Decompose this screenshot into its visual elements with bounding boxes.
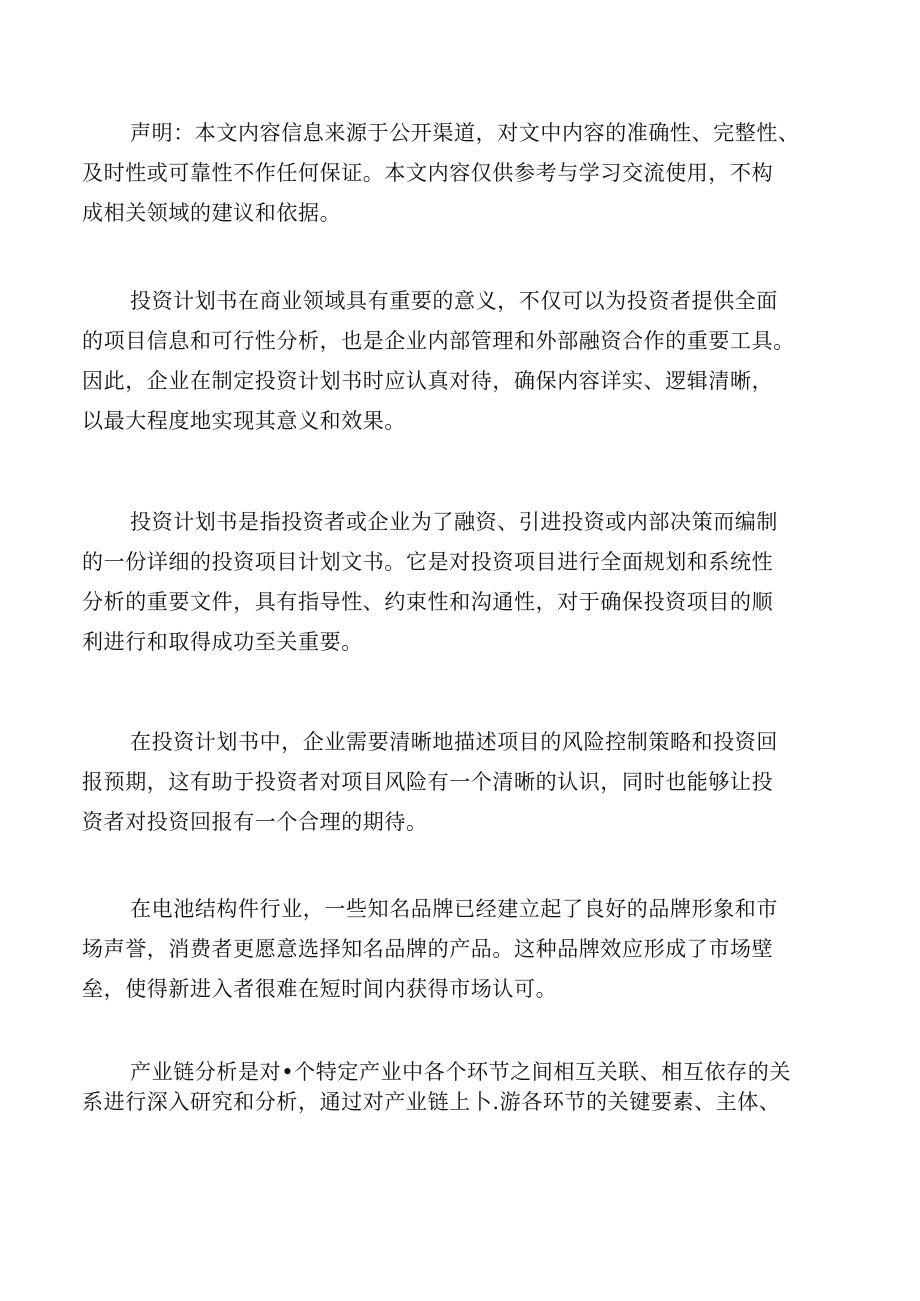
body-paragraph xyxy=(82,281,842,441)
text-line: 在电池结构件行业，一些知名品牌已经建立起了良好的品牌形象和市 xyxy=(130,897,778,921)
text-line: 垒，使得新进入者很难在短时间内获得市场认可。 xyxy=(82,977,558,1001)
text-line: 在投资计划书中，企业需要清晰地描述项目的风险控制策略和投资回 xyxy=(130,730,778,754)
text-line: 投资计划书是指投资者或企业为了融资、引进投资或内部决策而编制 xyxy=(130,510,778,534)
body-paragraph xyxy=(82,1057,842,1117)
text-line: 分析的重要文件，具有指导性、约束性和沟通性，对于确保投资项目的顺 xyxy=(82,590,774,614)
text-line: 资者对投资回报有一个合理的期待。 xyxy=(82,810,428,834)
body-paragraph xyxy=(82,722,842,842)
text-line: 以最大程度地实现其意义和效果。 xyxy=(82,409,406,433)
text-line: 及时性或可靠性不作任何保证。本文内容仅供参考与学习交流使用，不构 xyxy=(82,161,774,185)
text-line: 的项目信息和可行性分析，也是企业内部管理和外部融资合作的重要工具。 xyxy=(82,329,795,353)
text-line: 报预期，这有助于投资者对项目风险有一个清晰的认识，同时也能够让投 xyxy=(82,770,774,794)
text-line: 因此，企业在制定投资计划书时应认真对待，确保内容详实、逻辑清晰， xyxy=(82,369,774,393)
text-line: 场声誉，消费者更愿意选择知名品牌的产品。这种品牌效应形成了市场壁 xyxy=(82,937,774,961)
text-line: 系进行深入研究和分析，通过对产业链上卜.游各环节的关键要素、主体、 xyxy=(82,1090,781,1114)
body-paragraph xyxy=(82,502,842,662)
body-paragraph xyxy=(82,889,842,1009)
text-line: 的一份详细的投资项目计划文书。它是对投资项目进行全面规划和系统性 xyxy=(82,550,774,574)
text-line: 产业链分析是对•个特定产业中各个环节之间相互关联、相互依存的关 xyxy=(130,1060,791,1084)
disclaimer-paragraph xyxy=(82,113,842,233)
text-line: 利进行和取得成功至关重要。 xyxy=(82,630,363,654)
text-line: 成相关领域的建议和依据。 xyxy=(82,201,342,225)
text-line: 投资计划书在商业领域具有重要的意义，不仅可以为投资者提供全面 xyxy=(130,289,778,313)
text-line: 声明：本文内容信息来源于公开渠道，对文中内容的准确性、完整性、 xyxy=(130,121,800,145)
